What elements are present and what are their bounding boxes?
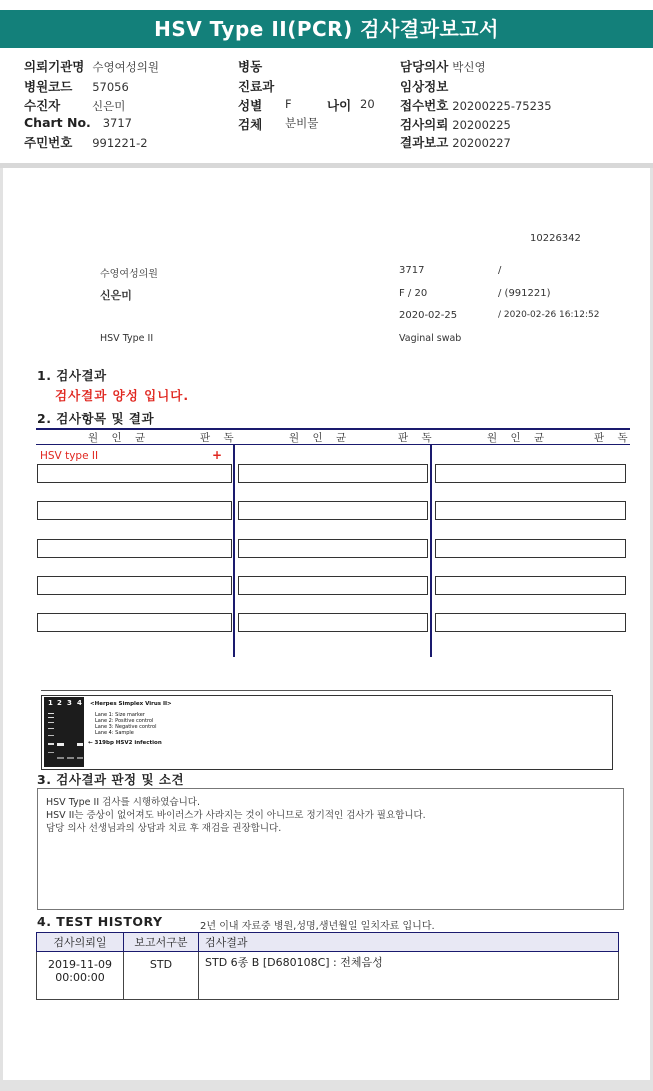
left-border: [0, 168, 3, 1083]
result-box: [37, 539, 232, 558]
report-id-short: / (991221): [498, 288, 551, 299]
header-specimen-value: 분비물: [285, 116, 319, 130]
header-ward: 병동: [238, 59, 263, 74]
history-result: STD 6종 B [D680108C] : 전체음성: [199, 952, 619, 1000]
col-header-judge-3: 판 독: [594, 432, 633, 444]
result-box: [435, 539, 626, 558]
table-divider-2: [430, 445, 432, 657]
header-doctor: 담당의사 박신영: [400, 59, 486, 74]
report-clinic: 수영여성의원: [100, 269, 158, 280]
section1-heading: 1. 검사결과: [37, 368, 107, 383]
result-box: [435, 613, 626, 632]
col-header-judge-1: 판 독: [200, 432, 239, 444]
history-table: [36, 932, 619, 1000]
report-chart: 3717: [399, 265, 425, 276]
opinion-line-2: HSV II는 증상이 없어져도 바이러스가 사라지는 것이 아니므로 정기적인 검사가 필요합니다.: [46, 810, 426, 821]
header-hospital-code: 병원코드 57056: [24, 79, 129, 94]
col-header-pathogen-1: 원 인 균: [88, 432, 151, 444]
bottom-border: [0, 1080, 653, 1091]
header-receipt-no: 접수번호 20200225-75235: [400, 98, 552, 113]
report-number: 10226342: [530, 233, 581, 244]
result-box: [238, 576, 428, 595]
gel-legend-lane3: Lane 3: Negative control: [95, 724, 157, 730]
report-test-name: HSV Type II: [100, 333, 154, 344]
report-slash: /: [498, 265, 502, 276]
header-request-date: 검사의뢰 20200225: [400, 117, 511, 132]
gel-top-line: [41, 690, 611, 691]
result-box: [37, 613, 232, 632]
report-date-received: 2020-02-25: [399, 310, 458, 321]
history-note: 2년 이내 자료중 병원,성명,생년월일 일치자료 입니다.: [200, 921, 435, 932]
history-type: STD: [124, 952, 199, 1000]
gel-legend-lane1: Lane 1: Size marker: [95, 712, 145, 718]
section2-heading: 2. 검사항목 및 결과: [37, 411, 155, 426]
header-separator: [0, 163, 653, 168]
result-box: [435, 501, 626, 520]
history-date-cell: [37, 952, 124, 1000]
col-header-judge-2: 판 독: [398, 432, 437, 444]
col-header-pathogen-2: 원 인 균: [289, 432, 352, 444]
result-box: [37, 464, 232, 483]
item-hsv-type-ii: HSV type II: [40, 450, 99, 462]
header-sex-value: F: [285, 97, 292, 111]
gel-electrophoresis-image: 1 2 3 4: [44, 697, 84, 767]
result-box: [238, 539, 428, 558]
header-specimen: 검체: [238, 117, 263, 132]
report-title: HSV Type II(PCR) 검사결과보고서: [0, 10, 653, 48]
header-age-value: 20: [360, 97, 375, 111]
result-box: [238, 464, 428, 483]
header-chart-no: Chart No. 3717: [24, 115, 132, 130]
gel-legend-lane2: Lane 2: Positive control: [95, 718, 154, 724]
col-header-pathogen-3: 원 인 균: [487, 432, 550, 444]
result-box: [435, 576, 626, 595]
header-sex: 성별: [238, 98, 263, 113]
history-date: 2019-11-09: [48, 958, 112, 971]
header-clinic: 의뢰기관명 수영여성의원: [24, 59, 159, 74]
report-specimen: Vaginal swab: [399, 333, 462, 344]
history-col-type: 보고서구분: [124, 933, 199, 952]
result-box: [238, 613, 428, 632]
result-box: [37, 501, 232, 520]
section3-heading: 3. 검사결과 판정 및 소견: [37, 772, 185, 787]
result-positive: 검사결과 양성 입니다.: [55, 388, 190, 403]
result-box: [37, 576, 232, 595]
report-sex-age: F / 20: [399, 288, 428, 299]
item-result-positive: +: [212, 448, 223, 462]
header-dept: 진료과: [238, 79, 275, 94]
section4-heading: 4. TEST HISTORY: [37, 914, 163, 929]
opinion-line-1: HSV Type II 검사를 시행하였습니다.: [46, 797, 200, 808]
gel-band-note: ← 319bp HSV2 infection: [88, 740, 162, 746]
table-row: [37, 952, 619, 1000]
gel-legend-lane4: Lane 4: Sample: [95, 730, 134, 736]
header-clinical-info: 임상정보: [400, 79, 449, 94]
history-time: 00:00:00: [55, 971, 105, 984]
history-col-date: 검사의뢰일: [37, 933, 124, 952]
result-box: [238, 501, 428, 520]
history-col-result: 검사결과: [199, 933, 619, 952]
header-age: 나이: [327, 98, 352, 113]
header-patient: 수진자 신은미: [24, 98, 126, 113]
opinion-line-3: 담당 의사 선생님과의 상담과 치료 후 재검을 권장합니다.: [46, 823, 282, 834]
header-report-date: 결과보고 20200227: [400, 135, 511, 150]
report-patient: 신은미: [100, 289, 132, 302]
report-date-reported: / 2020-02-26 16:12:52: [498, 310, 600, 320]
header-resident-no: 주민번호 991221-2: [24, 135, 148, 150]
table-divider-1: [233, 445, 235, 657]
result-box: [435, 464, 626, 483]
gel-title: <Herpes Simplex Virus II>: [90, 701, 172, 707]
